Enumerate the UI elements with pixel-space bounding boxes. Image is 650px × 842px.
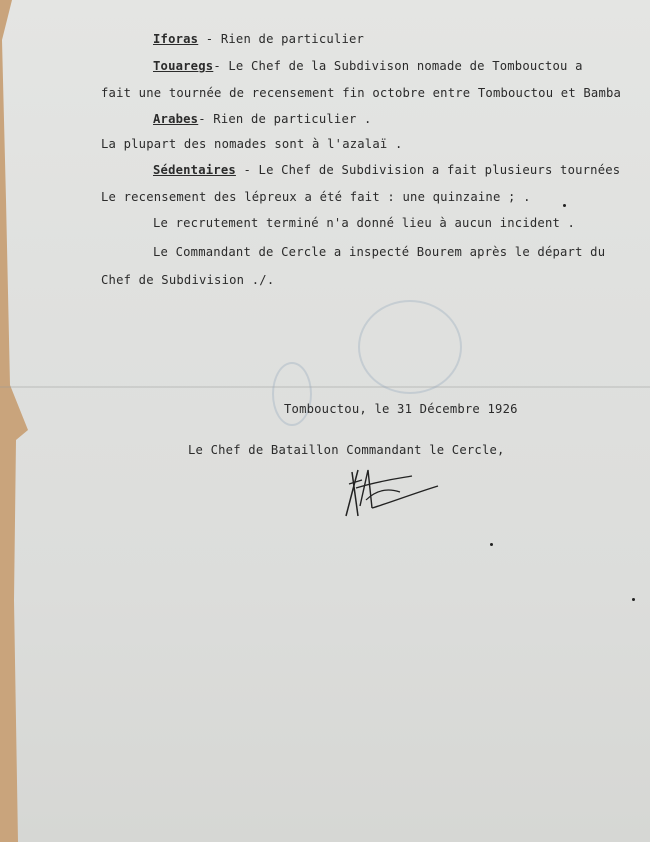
signatory-line: Le Chef de Bataillon Commandant le Cercle,	[188, 443, 505, 457]
line-touaregs	[153, 59, 583, 73]
line-sedentaires	[153, 163, 620, 177]
text-iforas: - Rien de particulier	[198, 32, 365, 46]
faded-stamp-small	[272, 362, 312, 426]
line-3: fait une tournée de recensement fin octobre entre Tombouctou et Bamba	[101, 86, 622, 100]
text-touaregs: - Le Chef de la Subdivison nomade de Tombouctou a	[213, 59, 583, 73]
ink-dot	[490, 543, 493, 546]
heading-sedentaires: Sédentaires	[153, 163, 236, 177]
signature	[342, 458, 442, 526]
line-9: Le Commandant de Cercle a inspecté Bourem après le départ du	[153, 245, 606, 259]
line-5: La plupart des nomades sont à l'azalaï .	[101, 137, 403, 151]
ink-dot	[632, 598, 635, 601]
fold-crease	[0, 386, 650, 388]
line-iforas	[153, 32, 364, 46]
line-7: Le recensement des lépreux a été fait : une quinzaine ; .	[101, 190, 531, 204]
line-8: Le recrutement terminé n'a donné lieu à aucun incident .	[153, 216, 576, 230]
text-arabes: - Rien de particulier .	[198, 112, 372, 126]
heading-arabes: Arabes	[153, 112, 199, 126]
ink-dot	[563, 204, 566, 207]
heading-iforas: Iforas	[153, 32, 199, 46]
line-10: Chef de Subdivision ./.	[101, 273, 275, 287]
heading-touaregs: Touaregs	[153, 59, 214, 73]
faded-stamp	[358, 300, 462, 394]
line-arabes	[153, 112, 372, 126]
text-sedentaires: - Le Chef de Subdivision a fait plusieurs tournées	[235, 163, 621, 177]
place-date: Tombouctou, le 31 Décembre 1926	[284, 402, 518, 416]
